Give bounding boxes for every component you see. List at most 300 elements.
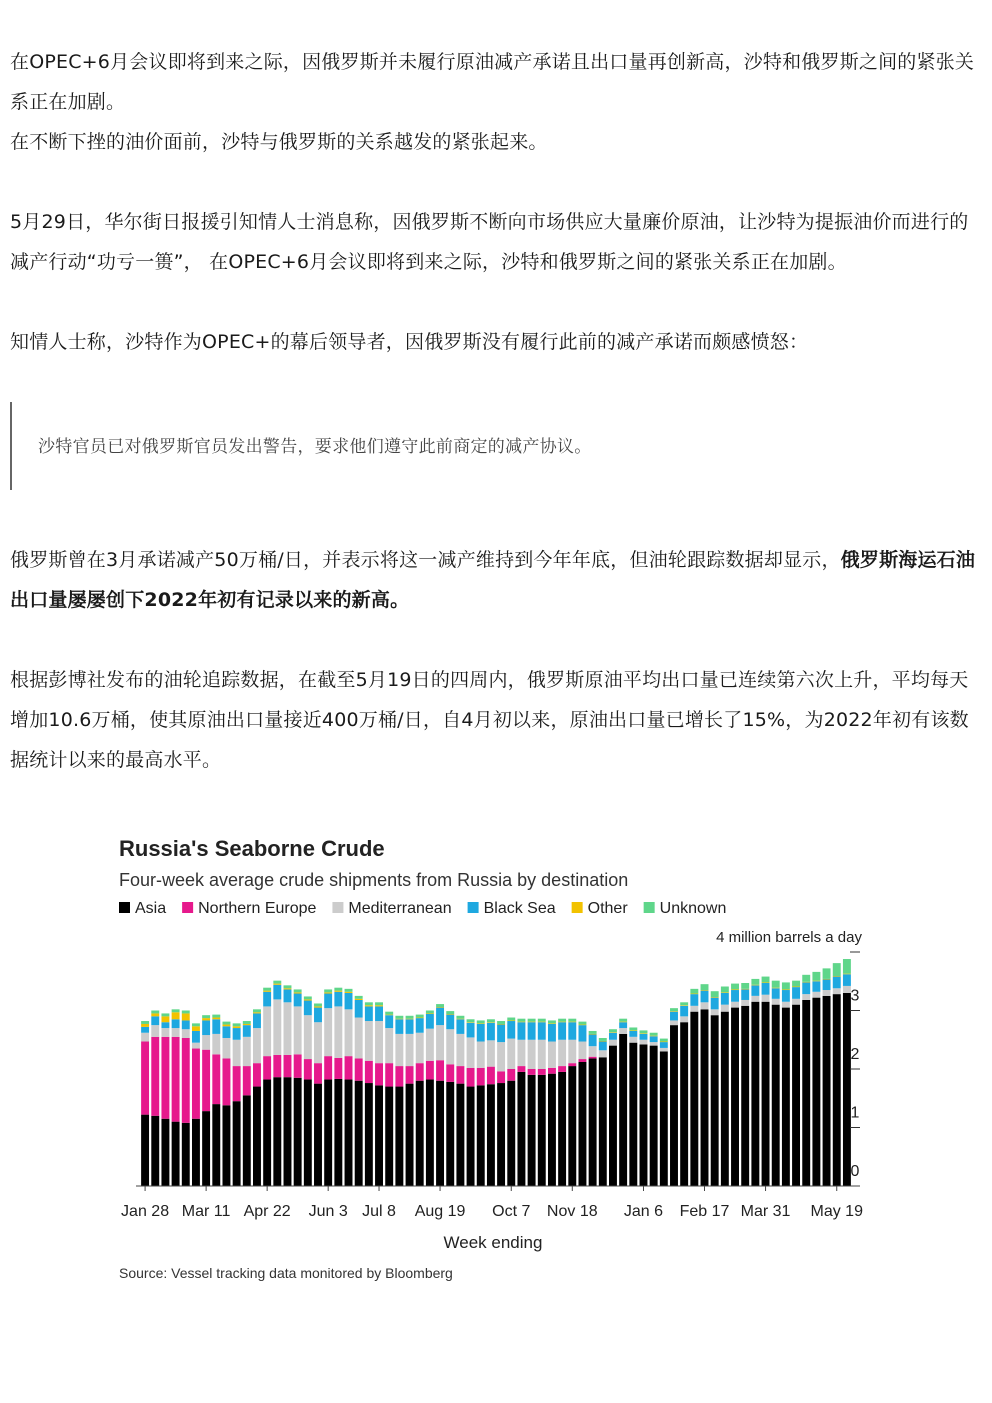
bar-segment-2-21 — [355, 1018, 363, 1059]
bar-segment-5-66 — [812, 972, 820, 981]
bar-segment-3-8 — [222, 1026, 230, 1038]
bar-segment-2-43 — [578, 1042, 586, 1060]
bar-segment-2-42 — [568, 1040, 576, 1063]
bar-segment-1-34 — [487, 1067, 495, 1085]
bar-segment-4-36 — [507, 1020, 515, 1021]
bar-segment-4-0 — [141, 1024, 149, 1027]
bar-segment-4-14 — [284, 988, 292, 989]
bar-segment-3-29 — [436, 1008, 444, 1026]
bar-segment-1-30 — [446, 1064, 454, 1082]
bar-segment-0-29 — [436, 1081, 444, 1186]
bar-segment-2-38 — [528, 1040, 536, 1069]
bar-segment-0-40 — [548, 1074, 556, 1186]
bar-segment-0-28 — [426, 1080, 434, 1186]
bar-segment-1-23 — [375, 1063, 383, 1085]
bar-segment-0-46 — [609, 1046, 617, 1186]
bar-segment-2-63 — [782, 1002, 790, 1008]
bar-segment-1-26 — [406, 1066, 414, 1084]
bar-segment-1-15 — [294, 1054, 302, 1077]
bar-segment-1-22 — [365, 1061, 373, 1083]
bar-segment-0-43 — [578, 1062, 586, 1186]
bar-segment-3-64 — [792, 987, 800, 999]
bar-segment-0-67 — [823, 996, 831, 1186]
bar-segment-1-20 — [345, 1056, 353, 1079]
chart-source: Source: Vessel tracking data monitored by Bloomberg — [119, 1265, 453, 1281]
bar-segment-0-69 — [843, 993, 851, 1186]
bar-segment-4-69 — [843, 974, 851, 975]
bar-segment-5-36 — [507, 1018, 515, 1021]
bar-segment-2-27 — [416, 1033, 424, 1063]
bar-segment-1-19 — [334, 1058, 342, 1079]
bar-segment-0-9 — [233, 1101, 241, 1186]
bar-segment-3-54 — [690, 994, 698, 1006]
chart-x-label: Week ending — [443, 1233, 543, 1252]
bar-segment-4-39 — [538, 1022, 546, 1023]
bar-segment-3-66 — [812, 981, 820, 992]
bar-segment-5-13 — [273, 981, 281, 984]
bar-segment-4-38 — [528, 1022, 536, 1023]
y-tick-label-2: 2 — [850, 1046, 860, 1063]
bar-segment-0-2 — [161, 1119, 169, 1186]
bar-segment-5-7 — [212, 1015, 220, 1018]
bar-segment-4-61 — [762, 982, 770, 983]
bar-segment-0-57 — [721, 1012, 729, 1186]
bar-segment-2-14 — [284, 1002, 292, 1055]
bar-segment-3-60 — [751, 985, 759, 996]
bar-segment-2-31 — [456, 1034, 464, 1066]
bar-segment-4-32 — [467, 1022, 475, 1023]
bar-segment-3-26 — [406, 1019, 414, 1034]
bar-segment-1-35 — [497, 1071, 505, 1083]
bar-segment-4-17 — [314, 1006, 322, 1007]
bar-segment-4-30 — [446, 1014, 454, 1015]
x-tick-label-3: Jun 3 — [308, 1203, 348, 1220]
bar-segment-1-17 — [314, 1063, 322, 1083]
bar-segment-2-64 — [792, 999, 800, 1005]
bar-segment-4-54 — [690, 994, 698, 995]
bar-segment-3-10 — [243, 1025, 251, 1037]
x-tick-label-7: Nov 18 — [546, 1203, 598, 1220]
legend-swatch-4 — [572, 902, 583, 913]
bar-segment-0-60 — [751, 1002, 759, 1186]
bar-segment-5-8 — [222, 1022, 230, 1025]
bar-segment-0-31 — [456, 1084, 464, 1186]
bar-segment-2-3 — [172, 1028, 180, 1037]
bar-segment-2-26 — [406, 1034, 414, 1066]
bar-segment-0-18 — [324, 1080, 332, 1186]
bar-segment-3-16 — [304, 1001, 312, 1016]
bar-segment-3-19 — [334, 992, 342, 1007]
bar-segment-0-13 — [273, 1077, 281, 1186]
bar-segment-0-61 — [762, 1002, 770, 1186]
bar-segment-2-1 — [151, 1025, 159, 1037]
bar-segment-1-33 — [477, 1068, 485, 1086]
bar-segment-3-31 — [456, 1019, 464, 1034]
legend-label-2: Mediterranean — [348, 900, 452, 917]
bar-segment-4-19 — [334, 991, 342, 992]
bar-segment-3-1 — [151, 1016, 159, 1025]
bar-segment-0-12 — [263, 1080, 271, 1186]
bar-segment-5-48 — [629, 1027, 637, 1030]
bar-segment-2-46 — [609, 1040, 617, 1046]
x-tick-label-10: Mar 31 — [740, 1203, 791, 1220]
bar-segment-2-41 — [558, 1040, 566, 1066]
bar-segment-3-67 — [823, 979, 831, 990]
bar-segment-5-40 — [548, 1020, 556, 1023]
bar-segment-3-0 — [141, 1027, 149, 1033]
bar-segment-3-5 — [192, 1031, 200, 1043]
bar-segment-4-40 — [548, 1023, 556, 1024]
bar-segment-0-39 — [538, 1075, 546, 1186]
bar-segment-5-68 — [833, 963, 841, 976]
bar-segment-2-16 — [304, 1015, 312, 1059]
bar-segment-0-47 — [619, 1034, 627, 1186]
bar-segment-2-32 — [467, 1037, 475, 1067]
bar-segment-4-24 — [385, 1015, 393, 1016]
x-tick-label-2: Apr 22 — [243, 1203, 291, 1220]
bar-segment-4-11 — [253, 1012, 261, 1013]
bar-segment-0-19 — [334, 1079, 342, 1186]
bar-segment-5-61 — [762, 977, 770, 983]
bar-segment-3-50 — [650, 1036, 658, 1042]
bar-segment-3-41 — [558, 1022, 566, 1040]
bar-segment-3-28 — [426, 1014, 434, 1029]
blockquote — [10, 402, 972, 490]
bar-segment-2-47 — [619, 1028, 627, 1034]
bar-segment-2-45 — [599, 1050, 607, 1057]
bar-segment-3-15 — [294, 994, 302, 1007]
bar-segment-4-37 — [517, 1022, 525, 1023]
bar-segment-0-10 — [243, 1095, 251, 1186]
bar-segment-4-20 — [345, 992, 353, 993]
bar-segment-5-63 — [782, 982, 790, 989]
bar-segment-0-38 — [528, 1075, 536, 1186]
bar-segment-0-66 — [812, 998, 820, 1186]
bar-segment-5-55 — [701, 984, 709, 990]
bar-segment-2-23 — [375, 1021, 383, 1063]
x-tick-label-0: Jan 28 — [121, 1203, 170, 1220]
bar-segment-5-6 — [202, 1015, 210, 1018]
bar-segment-5-17 — [314, 1003, 322, 1006]
bar-segment-0-27 — [416, 1081, 424, 1186]
bar-segment-2-34 — [487, 1040, 495, 1066]
bar-segment-1-13 — [273, 1055, 281, 1077]
bar-segment-1-32 — [467, 1068, 475, 1087]
bar-segment-4-15 — [294, 992, 302, 993]
bar-segment-5-20 — [345, 989, 353, 992]
bar-segment-5-53 — [680, 1002, 688, 1005]
bar-segment-4-57 — [721, 992, 729, 993]
bar-segment-0-64 — [792, 1005, 800, 1186]
bar-segment-4-52 — [670, 1011, 678, 1012]
bar-segment-0-62 — [772, 1005, 780, 1186]
chart-subtitle: Four-week average crude shipments from Russia by destination — [119, 870, 629, 890]
bar-segment-0-36 — [507, 1081, 515, 1186]
bar-segment-1-1 — [151, 1037, 159, 1116]
bar-segment-0-56 — [711, 1015, 719, 1186]
bar-segment-2-40 — [548, 1042, 556, 1068]
bar-segment-3-7 — [212, 1019, 220, 1034]
bar-segment-2-52 — [670, 1020, 678, 1025]
y-tick-label-1: 1 — [850, 1104, 860, 1122]
bar-segment-2-44 — [589, 1046, 597, 1057]
bar-segment-3-32 — [467, 1023, 475, 1038]
bar-segment-5-65 — [802, 975, 810, 982]
bar-segment-5-4 — [182, 1011, 190, 1014]
bar-segment-0-7 — [212, 1104, 220, 1186]
bar-segment-4-67 — [823, 979, 831, 980]
legend-swatch-5 — [644, 902, 655, 913]
bar-segment-0-22 — [365, 1083, 373, 1186]
paragraph-4: 知情人士称，沙特作为OPEC+的幕后领导者，因俄罗斯没有履行此前的减产承诺而颇感愤怒： — [10, 331, 809, 353]
bar-segment-4-58 — [731, 989, 739, 990]
bar-segment-5-51 — [660, 1039, 668, 1042]
bar-segment-5-5 — [192, 1023, 200, 1026]
bar-segment-0-8 — [222, 1105, 230, 1186]
bar-segment-0-50 — [650, 1046, 658, 1186]
bar-segment-2-20 — [345, 1009, 353, 1056]
bar-segment-3-37 — [517, 1022, 525, 1040]
bar-segment-0-58 — [731, 1008, 739, 1186]
bar-segment-0-32 — [467, 1087, 475, 1186]
legend-label-0: Asia — [135, 900, 167, 917]
bar-segment-0-55 — [701, 1009, 709, 1186]
bar-segment-4-31 — [456, 1019, 464, 1020]
bar-segment-1-37 — [517, 1066, 525, 1072]
bar-segment-2-25 — [395, 1034, 403, 1066]
bar-segment-2-15 — [294, 1006, 302, 1054]
bar-segment-5-12 — [263, 988, 271, 991]
bar-segment-5-45 — [599, 1038, 607, 1041]
bar-segment-4-33 — [477, 1023, 485, 1024]
bar-segment-3-46 — [609, 1033, 617, 1040]
bar-segment-4-55 — [701, 990, 709, 991]
bar-segment-0-35 — [497, 1083, 505, 1186]
bar-segment-2-53 — [680, 1016, 688, 1022]
bar-segment-2-24 — [385, 1028, 393, 1063]
bar-segment-1-16 — [304, 1059, 312, 1079]
bar-segment-5-52 — [670, 1008, 678, 1011]
bar-segment-4-23 — [375, 1005, 383, 1006]
bar-segment-1-27 — [416, 1063, 424, 1081]
bar-segment-3-17 — [314, 1008, 322, 1023]
bar-segment-2-17 — [314, 1022, 322, 1063]
bar-segment-4-51 — [660, 1042, 668, 1043]
x-tick-label-1: Mar 11 — [181, 1203, 231, 1220]
bar-segment-2-18 — [324, 1008, 332, 1056]
bar-segment-3-56 — [711, 998, 719, 1010]
bar-segment-5-59 — [741, 983, 749, 989]
chart-y-axis — [850, 952, 860, 1186]
bar-segment-4-13 — [273, 984, 281, 985]
bar-segment-0-3 — [172, 1122, 180, 1186]
bar-segment-0-0 — [141, 1115, 149, 1186]
bar-segment-3-3 — [172, 1019, 180, 1028]
bar-segment-0-45 — [599, 1057, 607, 1186]
bar-segment-5-0 — [141, 1021, 149, 1024]
bar-segment-5-24 — [385, 1012, 393, 1015]
bar-segment-3-13 — [273, 985, 281, 1000]
bar-segment-5-50 — [650, 1033, 658, 1036]
bar-segment-4-53 — [680, 1005, 688, 1006]
bar-segment-0-21 — [355, 1081, 363, 1186]
bar-segment-4-49 — [640, 1033, 648, 1034]
bar-segment-2-66 — [812, 992, 820, 998]
bar-segment-5-32 — [467, 1019, 475, 1022]
bar-segment-3-9 — [233, 1028, 241, 1040]
bar-segment-0-4 — [182, 1123, 190, 1186]
bar-segment-1-40 — [548, 1068, 556, 1074]
bar-segment-4-2 — [161, 1016, 169, 1022]
bar-segment-1-5 — [192, 1049, 200, 1119]
x-tick-label-6: Oct 7 — [492, 1203, 531, 1220]
bar-segment-5-27 — [416, 1015, 424, 1018]
bar-segment-1-0 — [141, 1042, 149, 1115]
bar-segment-0-48 — [629, 1043, 637, 1186]
bar-segment-3-61 — [762, 983, 770, 995]
bar-segment-2-7 — [212, 1034, 220, 1054]
bar-segment-2-39 — [538, 1040, 546, 1069]
bar-segment-0-11 — [253, 1087, 261, 1186]
bar-segment-4-4 — [182, 1013, 190, 1020]
bar-segment-2-0 — [141, 1033, 149, 1042]
bar-segment-3-55 — [701, 991, 709, 1003]
x-tick-label-5: Aug 19 — [414, 1203, 466, 1220]
bar-segment-3-38 — [528, 1022, 536, 1040]
bar-segment-3-12 — [263, 992, 271, 1007]
paragraph-1: 在OPEC+6月会议即将到来之际，因俄罗斯并未履行原油减产承诺且出口量再创新高，沙特和俄罗斯之间的紧张关系正在加剧。 — [10, 51, 975, 113]
bar-segment-0-34 — [487, 1084, 495, 1186]
bar-segment-0-26 — [406, 1084, 414, 1186]
bar-segment-5-34 — [487, 1019, 495, 1022]
bar-segment-4-7 — [212, 1018, 220, 1020]
bar-segment-3-63 — [782, 990, 790, 1002]
legend-swatch-0 — [119, 902, 130, 913]
bar-segment-3-51 — [660, 1042, 668, 1048]
x-tick-label-9: Feb 17 — [679, 1203, 730, 1220]
bar-segment-1-42 — [568, 1063, 576, 1066]
bar-segment-3-57 — [721, 993, 729, 1005]
bar-segment-2-61 — [762, 995, 770, 1002]
bar-segment-2-57 — [721, 1005, 729, 1012]
bar-segment-3-18 — [324, 994, 332, 1009]
bar-segment-3-53 — [680, 1006, 688, 1017]
bar-segment-4-18 — [324, 992, 332, 993]
bar-segment-3-30 — [446, 1015, 454, 1030]
bar-segment-4-56 — [711, 997, 719, 998]
bar-segment-3-36 — [507, 1021, 515, 1039]
bar-segment-5-60 — [751, 979, 759, 985]
bar-segment-4-65 — [802, 982, 810, 983]
legend-label-4: Other — [587, 900, 628, 917]
bar-segment-4-59 — [741, 989, 749, 990]
bar-segment-5-44 — [589, 1031, 597, 1034]
bar-segment-5-57 — [721, 987, 729, 993]
bar-segment-5-1 — [151, 1011, 159, 1014]
bar-segment-0-63 — [782, 1008, 790, 1186]
bar-segment-4-44 — [589, 1034, 597, 1035]
bar-segment-0-20 — [345, 1080, 353, 1186]
bar-segment-4-41 — [558, 1022, 566, 1023]
bar-segment-0-24 — [385, 1087, 393, 1186]
bar-segment-3-65 — [802, 982, 810, 994]
bar-segment-3-22 — [365, 1006, 373, 1021]
bar-segment-5-16 — [304, 996, 312, 999]
bar-segment-3-49 — [640, 1034, 648, 1040]
bar-segment-5-31 — [456, 1016, 464, 1019]
bar-segment-5-3 — [172, 1009, 180, 1012]
bar-segment-5-19 — [334, 988, 342, 991]
bar-segment-4-22 — [365, 1005, 373, 1006]
bar-segment-1-8 — [222, 1058, 230, 1105]
bar-segment-1-3 — [172, 1037, 180, 1122]
bar-segment-4-12 — [263, 991, 271, 992]
bar-segment-4-48 — [629, 1030, 637, 1031]
bar-segment-1-41 — [558, 1066, 566, 1072]
bar-segment-3-52 — [670, 1012, 678, 1021]
bar-segment-2-19 — [334, 1006, 342, 1057]
bar-segment-2-11 — [253, 1028, 261, 1063]
bar-segment-0-51 — [660, 1051, 668, 1186]
bar-segment-1-2 — [161, 1037, 169, 1119]
bar-segment-1-6 — [202, 1050, 210, 1111]
bar-segment-3-24 — [385, 1015, 393, 1028]
bar-segment-0-59 — [741, 1006, 749, 1186]
bar-segment-1-10 — [243, 1066, 251, 1095]
chart-title: Russia's Seaborne Crude — [119, 836, 385, 861]
bar-segment-0-41 — [558, 1072, 566, 1186]
bar-segment-0-68 — [833, 994, 841, 1186]
bar-segment-2-54 — [690, 1006, 698, 1012]
bar-segment-1-36 — [507, 1069, 515, 1081]
legend-swatch-1 — [182, 902, 193, 913]
bar-segment-0-44 — [589, 1058, 597, 1186]
bar-segment-4-45 — [599, 1041, 607, 1042]
bar-segment-2-33 — [477, 1042, 485, 1068]
bar-segment-4-47 — [619, 1022, 627, 1023]
bar-segment-2-58 — [731, 1002, 739, 1008]
bar-segment-4-25 — [395, 1019, 403, 1020]
bar-segment-3-43 — [578, 1025, 586, 1041]
bar-segment-2-2 — [161, 1028, 169, 1037]
bar-segment-5-54 — [690, 989, 698, 994]
bar-segment-4-9 — [233, 1026, 241, 1028]
blockquote-text: 沙特官员已对俄罗斯官员发出警告，要求他们遵守此前商定的减产协议。 — [38, 437, 592, 457]
bar-segment-2-9 — [233, 1040, 241, 1066]
bar-segment-1-25 — [395, 1066, 403, 1086]
bar-segment-2-48 — [629, 1037, 637, 1043]
bar-segment-3-14 — [284, 989, 292, 1002]
bar-segment-0-1 — [151, 1116, 159, 1186]
bar-segment-5-47 — [619, 1019, 627, 1022]
bar-segment-3-27 — [416, 1018, 424, 1033]
bar-segment-2-68 — [833, 988, 841, 994]
bar-segment-0-49 — [640, 1044, 648, 1186]
bar-segment-5-41 — [558, 1019, 566, 1022]
bar-segment-0-17 — [314, 1084, 322, 1186]
bar-segment-4-63 — [782, 989, 790, 990]
bar-segment-1-43 — [578, 1059, 586, 1062]
bar-segment-3-68 — [833, 977, 841, 989]
bar-segment-1-21 — [355, 1058, 363, 1080]
bar-segment-4-60 — [751, 985, 759, 986]
bar-segment-0-23 — [375, 1085, 383, 1186]
bar-segment-5-46 — [609, 1029, 617, 1032]
x-tick-label-11: May 19 — [810, 1203, 863, 1220]
chart-x-axis — [121, 1186, 863, 1220]
bar-segment-5-14 — [284, 985, 292, 988]
bar-segment-0-15 — [294, 1078, 302, 1186]
